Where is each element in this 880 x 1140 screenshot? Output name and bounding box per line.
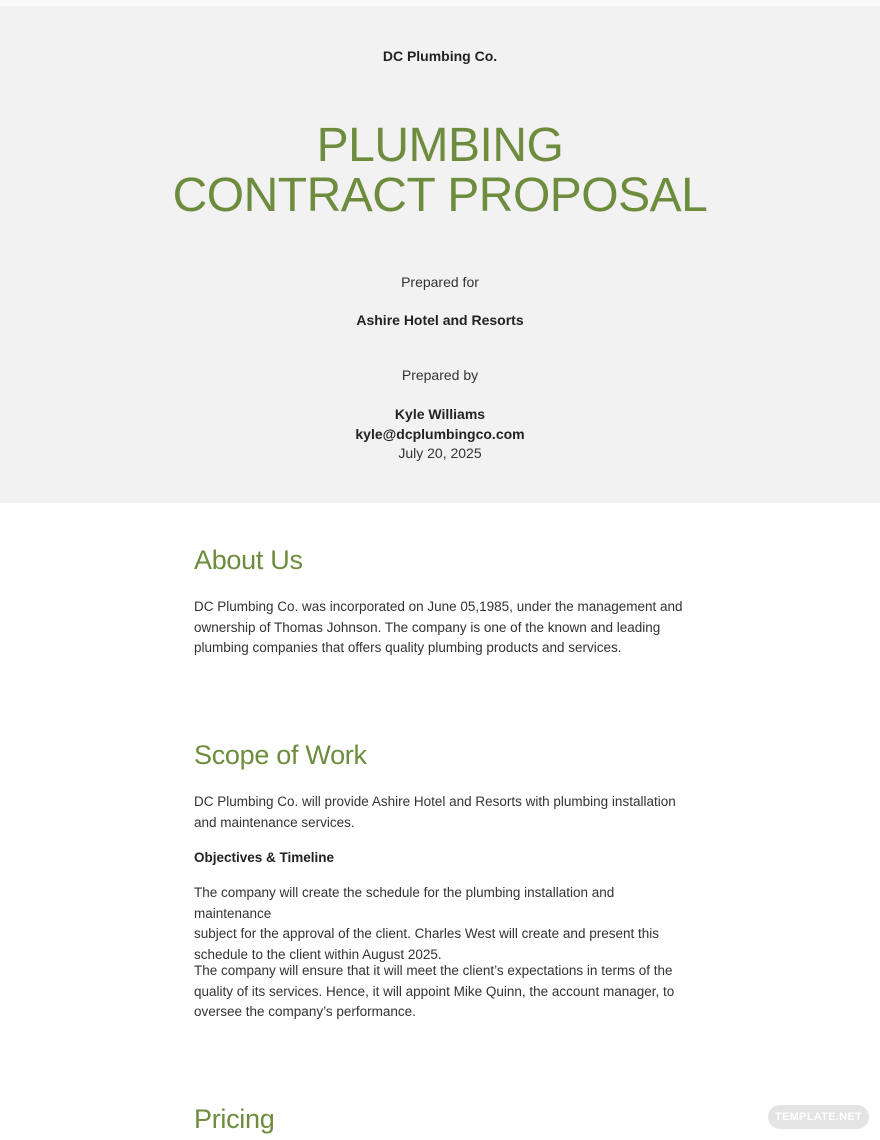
- objectives-line: subject for the approval of the client. Charles West will create and present this: [194, 926, 659, 942]
- company-name: DC Plumbing Co.: [382, 48, 498, 64]
- scope-intro-line: and maintenance services.: [194, 814, 355, 830]
- about-heading: About Us: [194, 545, 303, 575]
- scope-section: [194, 740, 694, 771]
- title-line-1: PLUMBING: [316, 119, 564, 172]
- scope-intro-line: DC Plumbing Co. will provide Ashire Hotel and Resorts with plumbing installation: [194, 794, 676, 809]
- scope-intro: [194, 792, 694, 833]
- about-body: [194, 597, 694, 659]
- prepared-by-label: Prepared by: [401, 367, 479, 383]
- prepared-for-label: Prepared for: [401, 274, 479, 290]
- pricing-heading: Pricing: [194, 1104, 275, 1134]
- objectives-paragraph-1: [194, 883, 694, 965]
- about-line: plumbing companies that offers quality plumbing products and services.: [194, 640, 622, 656]
- document-title: [0, 121, 880, 221]
- cover-section: [0, 6, 880, 503]
- objectives-line: quality of its services. Hence, it will appoint Mike Quinn, the account manager, to: [194, 983, 675, 999]
- objectives-line: The company will create the schedule for the plumbing installation and maintenance: [194, 885, 615, 921]
- about-line: DC Plumbing Co. was incorporated on June 05,1985, under the management and: [194, 599, 683, 614]
- title-line-2: CONTRACT PROPOSAL: [172, 169, 708, 222]
- client-name: Ashire Hotel and Resorts: [356, 312, 524, 328]
- author-email: kyle@dcplumbingco.com: [355, 426, 525, 442]
- pricing-section: [194, 1104, 694, 1135]
- about-section: [194, 545, 694, 576]
- watermark-badge[interactable]: TEMPLATE.NET: [768, 1105, 869, 1129]
- objectives-subheading: Objectives & Timeline: [194, 850, 335, 865]
- author-name: Kyle Williams: [394, 406, 486, 422]
- proposal-date: July 20, 2025: [398, 445, 482, 461]
- objectives-line: schedule to the client within August 2025.: [194, 946, 442, 962]
- objectives-paragraph-2: [194, 961, 694, 1023]
- objectives-line: oversee the company’s performance.: [194, 1004, 416, 1020]
- about-line: ownership of Thomas Johnson. The company is one of the known and leading: [194, 619, 661, 635]
- objectives-line: The company will ensure that it will meet the client’s expectations in terms of the: [194, 963, 673, 978]
- scope-heading: Scope of Work: [194, 740, 367, 770]
- author-block: [0, 404, 880, 444]
